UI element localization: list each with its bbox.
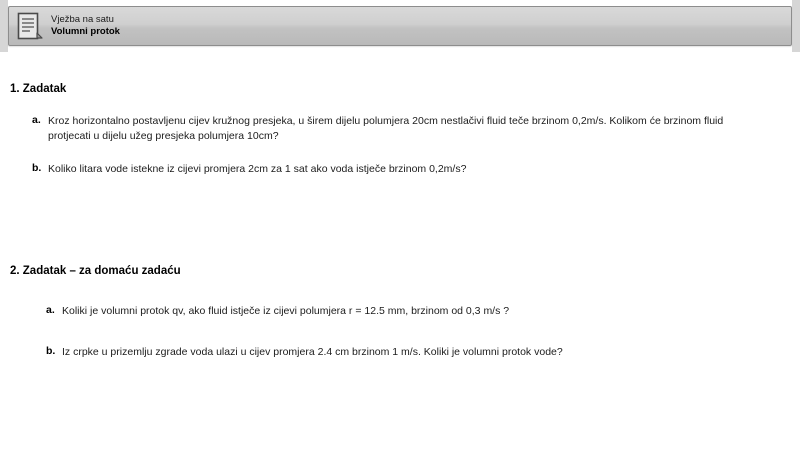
top-left-gutter [0,0,8,52]
header-text-block [51,14,120,38]
slide-content [0,52,800,450]
task-1-item-b [32,162,732,177]
task-1-item-b-text: Koliko litara vode istekne iz cijevi promjera 2cm za 1 sat ako voda istječe brzinom 0,2m/s? [48,163,467,175]
task-1-item-a-text: Kroz horizontalno postavljenu cijev kružnog presjeka, u širem dijelu polumjera 20cm nestlačivi fluid teče brzinom 0,2m/s. Kolikom će brzinom fluid protjecati u dijelu užeg presjeka polumjera 10cm? [48,115,724,143]
task-1-heading: 1. Zadatak [10,83,67,95]
slide-header [8,6,792,46]
document-lines-icon [17,12,43,40]
task-1-item-b-marker: b. [32,162,42,174]
task-2-item-b [46,345,736,360]
header-subtitle: Volumni protok [51,26,120,37]
header-title: Vježba na satu [51,14,114,26]
task-2-item-b-text: Iz crpke u prizemlju zgrade voda ulazi u cijev promjera 2.4 cm brzinom 1 m/s. Koliki je volumni protok vode? [62,346,563,358]
task-1-item-a-marker: a. [32,114,41,126]
task-1-item-a [32,114,732,144]
task-2-item-a [46,304,736,319]
top-right-gutter [792,0,800,52]
task-2-item-a-marker: a. [46,304,55,316]
task-2-item-a-text: Koliki je volumni protok qv, ako fluid istječe iz cijevi polumjera r = 12.5 mm, brzinom od 0,3 m/s ? [62,305,510,317]
task-2-item-b-marker: b. [46,345,56,357]
task-2-heading: 2. Zadatak – za domaću zadaću [10,265,181,277]
